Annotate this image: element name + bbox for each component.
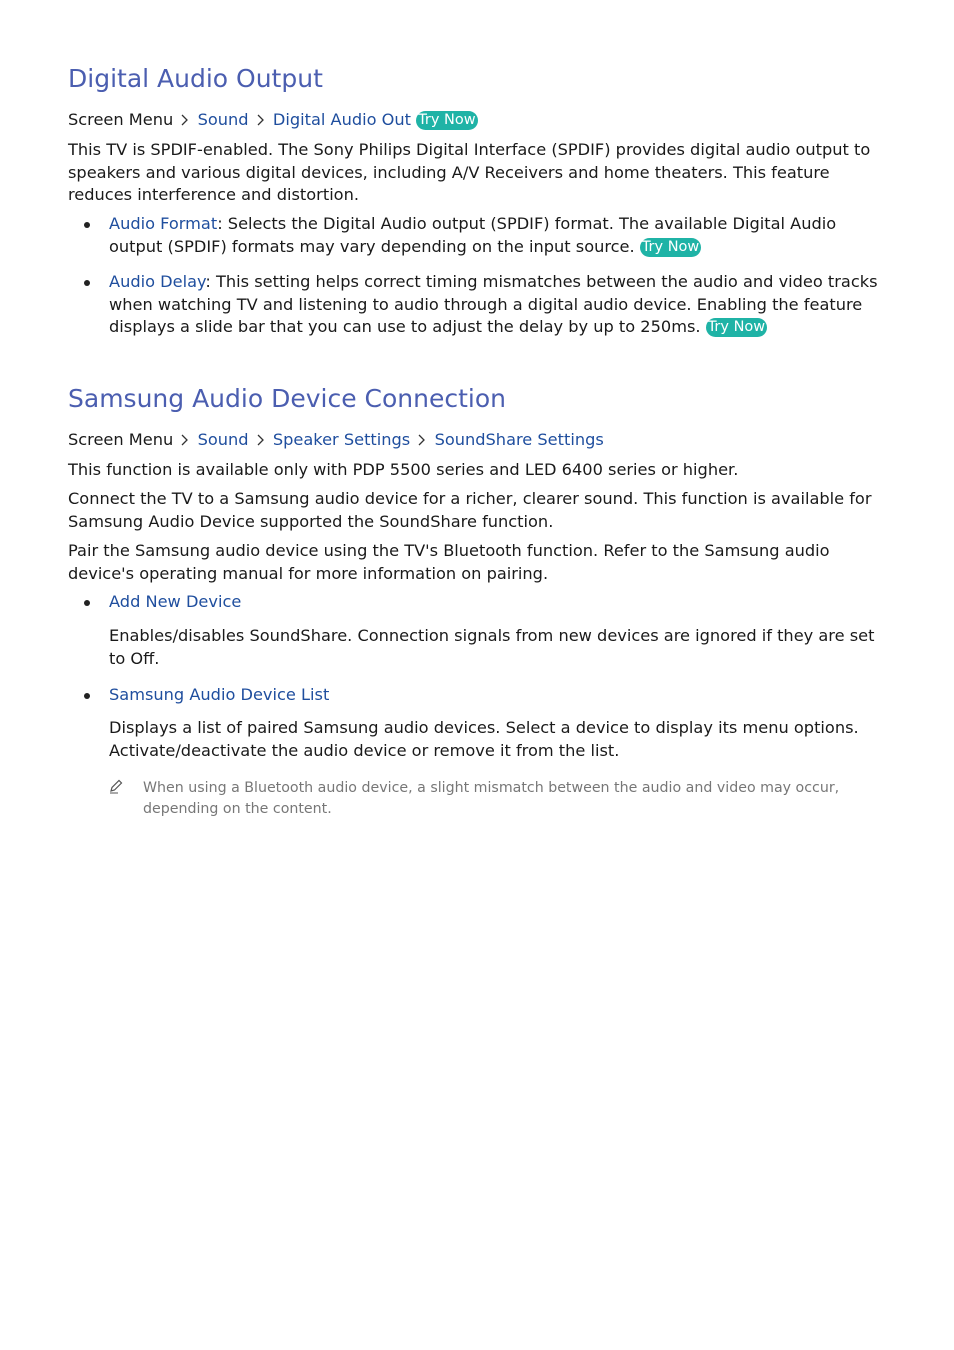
- desc-add-new-device: Enables/disables SoundShare. Connection signals from new devices are ignored if they are set to Off.: [109, 626, 875, 668]
- list-item-add-new-device: [68, 591, 888, 614]
- breadcrumb-soundshare-settings[interactable]: SoundShare Settings: [434, 430, 604, 449]
- term-add-new-device[interactable]: Add New Device: [109, 592, 242, 611]
- chevron-right-icon: [178, 429, 192, 452]
- term-audio-delay[interactable]: Audio Delay: [109, 272, 206, 291]
- try-now-button[interactable]: Try Now: [641, 238, 700, 255]
- chevron-right-icon: [415, 429, 429, 452]
- pencil-icon: [108, 778, 124, 801]
- bullet-icon: [84, 693, 90, 699]
- desc-audio-delay: : This setting helps correct timing mismatches between the audio and video tracks when watching TV and listening to audio through a digital audio device. Enabling the feature displays a slide bar that you can use to adjust the delay by up to 250ms.: [109, 272, 878, 336]
- chevron-right-icon: [254, 429, 268, 452]
- section-title-digital-audio-output: Digital Audio Output: [68, 64, 323, 93]
- list-item-samsung-audio-device-list: [68, 684, 888, 707]
- desc-audio-format: : Selects the Digital Audio output (SPDIF) format. The available Digital Audio output (SPDIF) formats may vary depending on the input source.: [109, 214, 837, 256]
- bullet-icon: [84, 280, 90, 286]
- breadcrumb-speaker-settings[interactable]: Speaker Settings: [272, 430, 411, 449]
- term-audio-format[interactable]: Audio Format: [109, 214, 218, 233]
- breadcrumb-sound[interactable]: Sound: [197, 110, 249, 129]
- breadcrumb-root: Screen Menu: [68, 430, 174, 449]
- intro-paragraph: This TV is SPDIF-enabled. The Sony Philips Digital Interface (SPDIF) provides digital audio output to speakers and various digital devices, including A/V Receivers and home theaters. This feature reduces interference and distortion.: [68, 140, 871, 204]
- desc-samsung-audio-device-list: Displays a list of paired Samsung audio devices. Select a device to display its menu options. Activate/deactivate the audio device or remove it from the list.: [109, 718, 859, 760]
- try-now-button[interactable]: Try Now: [707, 319, 766, 335]
- connect-paragraph: Connect the TV to a Samsung audio device for a richer, clearer sound. This function is available for Samsung Audio Device supported the SoundShare function.: [68, 489, 872, 531]
- chevron-right-icon: [178, 109, 192, 132]
- section-title-samsung-audio-device-connection: Samsung Audio Device Connection: [68, 384, 506, 413]
- note: [108, 778, 868, 819]
- breadcrumb-sound[interactable]: Sound: [197, 430, 249, 449]
- availability-paragraph: This function is available only with PDP 5500 series and LED 6400 series or higher.: [68, 460, 739, 479]
- list-item-audio-format: [68, 213, 888, 258]
- term-samsung-audio-device-list[interactable]: Samsung Audio Device List: [109, 685, 330, 704]
- bullet-icon: [84, 600, 90, 606]
- bullet-icon: [84, 222, 90, 228]
- try-now-button[interactable]: Try Now: [418, 112, 476, 128]
- breadcrumb-digital-audio: [68, 109, 888, 132]
- breadcrumb-root: Screen Menu: [68, 110, 174, 129]
- chevron-right-icon: [254, 109, 268, 132]
- list-item-audio-delay: [68, 271, 888, 339]
- note-text: When using a Bluetooth audio device, a slight mismatch between the audio and video may occur, depending on the content.: [143, 780, 840, 817]
- breadcrumb-samsung-audio: [68, 429, 888, 452]
- breadcrumb-digital-audio-out[interactable]: Digital Audio Out: [272, 110, 412, 129]
- pair-paragraph: Pair the Samsung audio device using the TV's Bluetooth function. Refer to the Samsung audio device's operating manual for more information on pairing.: [68, 541, 830, 583]
